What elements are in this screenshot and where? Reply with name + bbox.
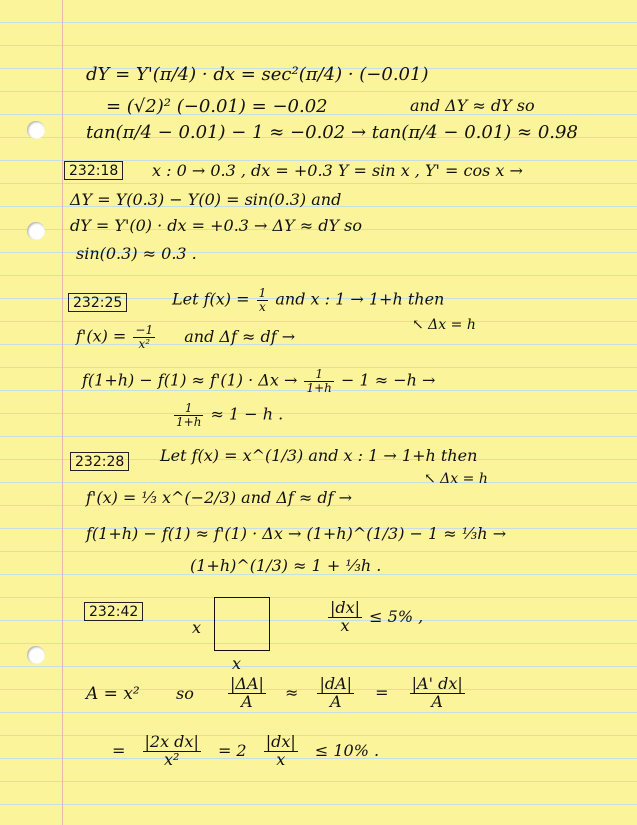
work-line: (1+h)^(1/3) ≈ 1 + ⅓h . — [190, 556, 382, 575]
work-line — [226, 676, 467, 711]
fraction — [228, 676, 266, 711]
fraction-num: |A' dx| — [411, 674, 463, 693]
intro-line: = (√2)² (−0.01) = −0.02 — [106, 96, 328, 117]
fraction-den: A — [241, 691, 253, 711]
work-text: = — [375, 682, 389, 702]
fraction-num: |2x dx| — [144, 732, 199, 751]
fraction-num: |dx| — [265, 732, 296, 751]
intro-line: tan(π/4 − 0.01) − 1 ≈ −0.02 → tan(π/4 − 0.01) ≈ 0.98 — [86, 122, 578, 143]
work-line: so — [176, 684, 194, 703]
work-text: ≤ 5% , — [369, 606, 424, 626]
work-text: and x : 1 → 1+h then — [275, 289, 445, 309]
fraction — [317, 676, 354, 711]
problem-label: 232:28 — [70, 452, 129, 471]
work-text: ≤ 10% . — [314, 740, 380, 760]
fraction-num: 1 — [174, 402, 203, 416]
fraction-num: |dA| — [319, 674, 353, 693]
work-line: sin(0.3) ≈ 0.3 . — [76, 244, 197, 263]
work-line — [172, 287, 444, 313]
work-line: x : 0 → 0.3 , dx = +0.3 Y = sin x , Y' = cos x → — [152, 161, 523, 180]
work-text: f'(x) = — [76, 326, 127, 346]
work-line — [76, 324, 295, 350]
side-label: x — [232, 654, 242, 673]
binder-hole — [27, 646, 45, 664]
problem-label: 232:25 — [68, 293, 127, 312]
work-line: dY = Y'(0) · dx = +0.3 → ΔY ≈ dY so — [70, 216, 362, 235]
work-text: and Δf ≈ df → — [184, 326, 296, 346]
work-text: = 2 — [217, 740, 247, 760]
work-line — [172, 402, 283, 428]
work-line: f'(x) = ⅓ x^(−2/3) and Δf ≈ df → — [86, 488, 353, 507]
annotation: ↖ Δx = h — [424, 471, 488, 487]
work-line: f(1+h) − f(1) ≈ f'(1) · Δx → (1+h)^(1/3) − 1 ≈ ⅓h → — [86, 524, 507, 543]
fraction-num: 1 — [258, 286, 267, 300]
binder-hole — [27, 121, 45, 139]
fraction — [264, 734, 298, 769]
fraction — [304, 368, 333, 394]
fraction-den: 1+h — [176, 414, 202, 429]
problem-label: 232:18 — [64, 161, 123, 180]
fraction-num: −1 — [135, 323, 154, 337]
fraction-den: A — [329, 691, 342, 711]
work-text: ≈ 1 − h . — [210, 404, 284, 424]
fraction — [328, 600, 362, 635]
fraction-den: x² — [138, 336, 151, 351]
work-text: − 1 ≈ −h → — [340, 370, 436, 390]
fraction-den: x² — [163, 749, 180, 769]
side-label: x — [192, 618, 202, 637]
work-line: A = x² — [86, 684, 140, 704]
problem-label: 232:42 — [84, 602, 143, 621]
fraction-num: |dx| — [330, 598, 361, 617]
fraction — [143, 734, 201, 769]
fraction-num: |ΔA| — [230, 674, 264, 693]
work-line — [82, 368, 435, 394]
fraction — [257, 287, 269, 313]
fraction — [133, 324, 155, 350]
annotation: ↖ Δx = h — [412, 317, 476, 333]
work-text: ≈ — [284, 682, 299, 702]
fraction-den: A — [431, 691, 443, 711]
work-text: = — [112, 740, 126, 760]
work-text: Let f(x) = — [172, 289, 250, 309]
fraction-den: x — [259, 299, 266, 314]
work-line: ΔY = Y(0.3) − Y(0) = sin(0.3) and — [70, 190, 342, 209]
fraction-den: x — [340, 615, 350, 635]
intro-line: and ΔY ≈ dY so — [410, 96, 535, 115]
work-line: Let f(x) = x^(1/3) and x : 1 → 1+h then — [160, 446, 478, 465]
fraction — [174, 402, 203, 428]
fraction — [410, 676, 465, 711]
work-line — [326, 600, 423, 635]
fraction-num: 1 — [304, 368, 333, 382]
fraction-den: x — [276, 749, 286, 769]
work-line — [112, 734, 379, 769]
square-figure — [214, 597, 270, 651]
work-text: f(1+h) − f(1) ≈ f'(1) · Δx → — [82, 370, 298, 390]
binder-hole — [27, 222, 45, 240]
intro-line: dY = Y'(π/4) · dx = sec²(π/4) · (−0.01) — [86, 64, 429, 85]
fraction-den: 1+h — [306, 380, 332, 395]
